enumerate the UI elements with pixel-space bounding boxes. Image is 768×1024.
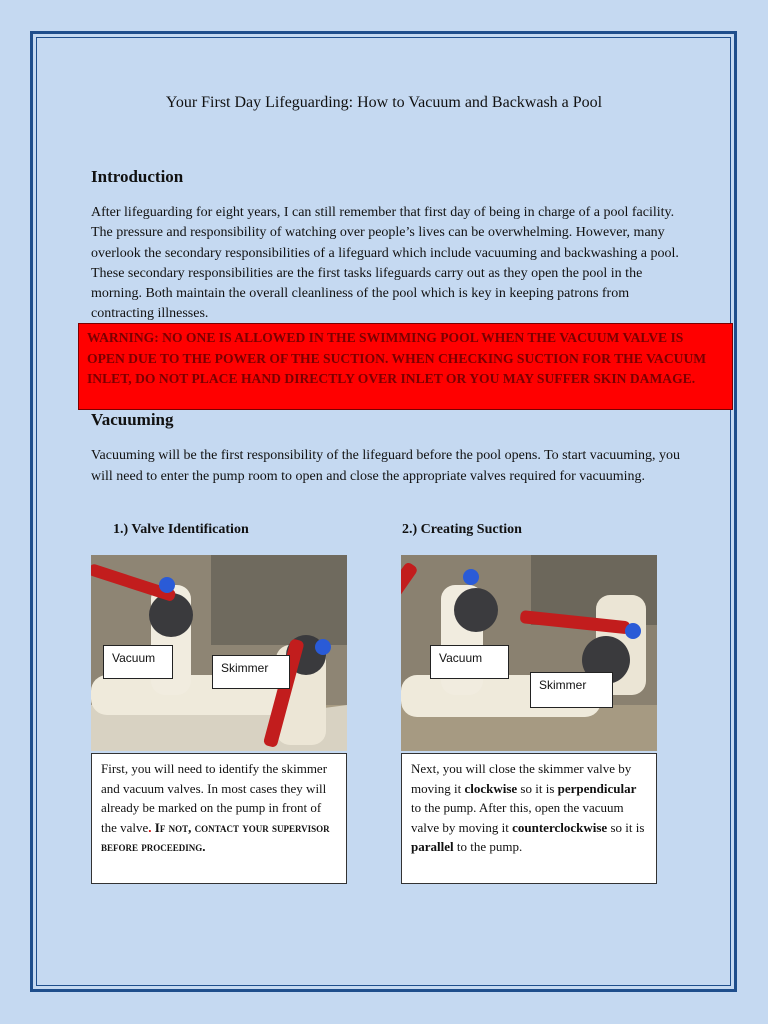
warning-banner: WARNING: NO ONE IS ALLOWED IN THE SWIMMING POOL WHEN THE VACUUM VALVE IS OPEN DUE TO THE POWER OF THE SUCTION. WHEN CHECKING SUCTION FOR THE VACUUM INLET, DO NOT PLACE HAND DIRECTLY OVER INLET OR YOU MAY SUFFER SKIN DAMAGE.	[78, 323, 733, 410]
caption-part: to the pump.	[453, 839, 523, 854]
valve-identification-caption	[91, 753, 347, 884]
skimmer-label: Skimmer	[212, 655, 290, 689]
caption-bold-perpendicular: perpendicular	[557, 780, 637, 796]
vacuum-label: Vacuum	[430, 645, 509, 679]
caption-supervisor-note: If not, contact your supervisor before proceeding.	[101, 819, 330, 854]
vacuum-label: Vacuum	[103, 645, 173, 679]
valve-identification-photo	[91, 555, 347, 751]
creating-suction-photo	[401, 555, 657, 751]
caption-bold-clockwise: clockwise	[464, 780, 518, 796]
caption-period: .	[148, 819, 152, 835]
caption-part: so it is	[517, 780, 558, 796]
caption-part: Next, you will close the skimmer valve by moving it	[411, 761, 632, 796]
step-1-heading: 1.) Valve Identification	[113, 522, 249, 537]
introduction-paragraph: After lifeguarding for eight years, I can still remember that first day of being in charge of a pool facility. The pressure and responsibility of watching over people’s lives can be overwhelming. However, many overlook the secondary responsibilities of a lifeguard which include vacuuming and backwashing a pool. These secondary responsibilities are the first tasks lifeguards carry out as they open the pool in the morning. Both maintain the overall cleanliness of the pool which is key in keeping patrons from contracting illnesses.	[91, 205, 679, 322]
caption-part: so it is	[607, 819, 645, 835]
caption-text: First, you will need to identify the skimmer and vacuum valves. In most cases they will already be marked on the pump in front of the valve	[101, 761, 328, 835]
caption-bold-counterclockwise: counterclockwise	[512, 819, 608, 835]
creating-suction-caption	[401, 753, 657, 884]
document-title: Your First Day Lifeguarding: How to Vacuum and Backwash a Pool	[165, 94, 603, 111]
introduction-heading: Introduction	[91, 167, 184, 186]
caption-part: to the pump. After this, open the vacuum valve by moving it	[411, 800, 624, 835]
vacuuming-paragraph: Vacuuming will be the first responsibility of the lifeguard before the pool opens. To start vacuuming, you will need to enter the pump room to open and close the appropriate valves required for vacuuming.	[91, 448, 680, 484]
step-2-heading: 2.) Creating Suction	[402, 522, 522, 537]
skimmer-label: Skimmer	[530, 672, 613, 708]
caption-bold-parallel: parallel	[411, 839, 454, 854]
vacuuming-heading: Vacuuming	[91, 410, 174, 429]
